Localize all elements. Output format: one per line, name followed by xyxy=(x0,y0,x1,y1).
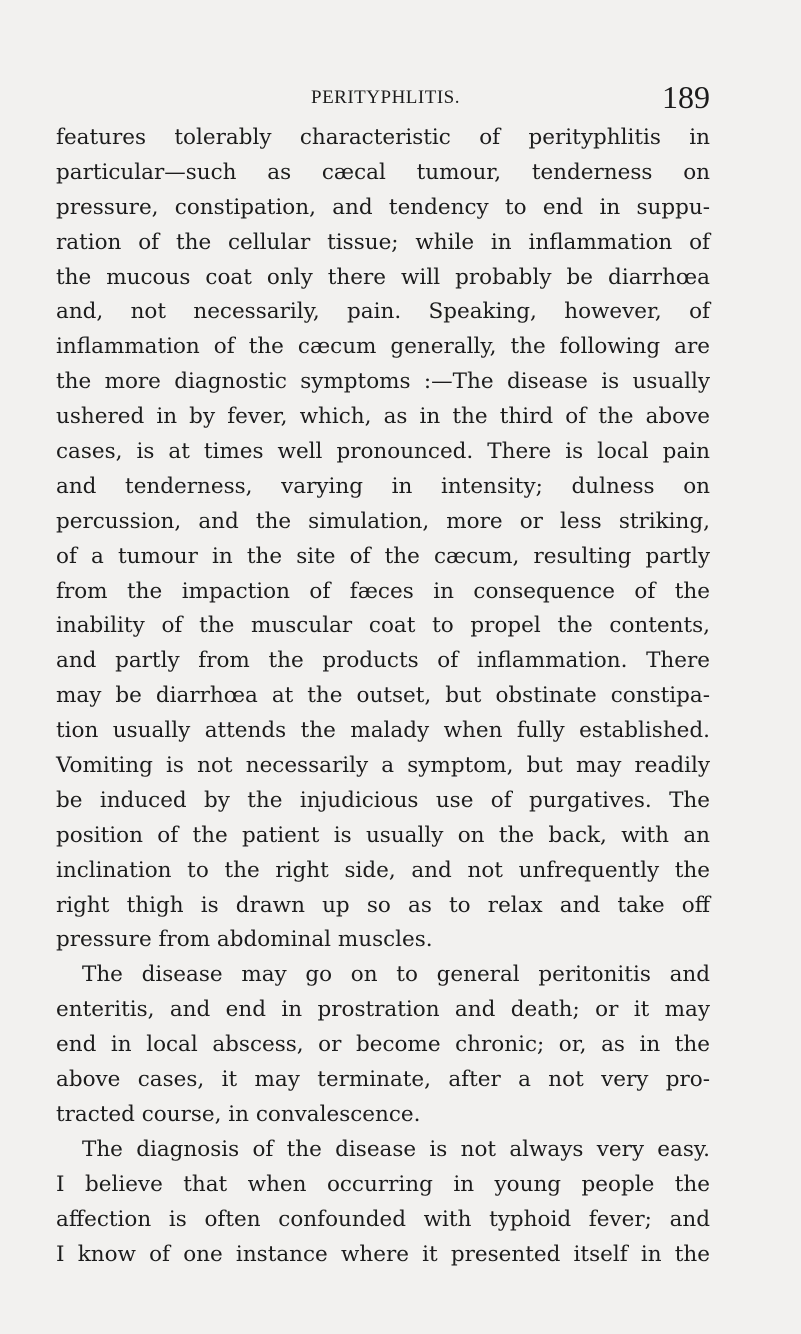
text-line: and, not necessarily, pain. Speaking, however, of xyxy=(56,299,710,325)
paragraph-start-line: The diagnosis of the disease is not always very easy. xyxy=(82,1136,710,1162)
text-line: the mucous coat only there will probably be diarrhœa xyxy=(56,264,710,290)
text-line: Vomiting is not necessarily a symptom, but may readily xyxy=(56,753,710,779)
body-text xyxy=(56,121,710,1272)
text-line: I believe that when occurring in young people the xyxy=(56,1171,710,1197)
text-line: cases, is at times well pronounced. There is local pain xyxy=(56,439,710,465)
page-number: 189 xyxy=(662,79,710,115)
text-line: inclination to the right side, and not unfrequently the xyxy=(56,857,710,883)
text-line: and partly from the products of inflammation. There xyxy=(56,648,710,674)
text-line: right thigh is drawn up so as to relax and take off xyxy=(56,892,710,918)
text-line: ration of the cellular tissue; while in inflammation of xyxy=(56,229,710,255)
text-line: tion usually attends the malady when fully established. xyxy=(56,718,710,744)
text-line: ushered in by fever, which, as in the third of the above xyxy=(56,404,710,430)
text-line: of a tumour in the site of the cæcum, resulting partly xyxy=(56,543,710,569)
text-line: I know of one instance where it presented itself in the xyxy=(56,1241,710,1267)
text-line: inability of the muscular coat to propel the contents, xyxy=(56,613,710,639)
text-line: position of the patient is usually on the back, with an xyxy=(56,822,710,848)
page-header xyxy=(56,79,710,119)
text-line: pressure, constipation, and tendency to end in suppu- xyxy=(56,194,710,220)
running-title: PERITYPHLITIS. xyxy=(311,87,460,108)
paragraph-end-line: pressure from abdominal muscles. xyxy=(56,927,433,953)
text-line: features tolerably characteristic of perityphlitis in xyxy=(56,125,710,150)
text-line: above cases, it may terminate, after a not very pro- xyxy=(56,1067,710,1093)
text-line: and tenderness, varying in intensity; dulness on xyxy=(56,473,710,499)
paragraph-end-line: tracted course, in convalescence. xyxy=(56,1101,421,1127)
paragraph-start-line: The disease may go on to general peritonitis and xyxy=(82,962,710,988)
text-line: affection is often confounded with typhoid fever; and xyxy=(56,1206,710,1232)
text-line: inflammation of the cæcum generally, the following are xyxy=(56,334,710,360)
text-line: the more diagnostic symptoms :—The disease is usually xyxy=(56,369,710,395)
text-line: may be diarrhœa at the outset, but obstinate constipa- xyxy=(56,683,710,709)
text-line: enteritis, and end in prostration and death; or it may xyxy=(56,997,710,1023)
text-line: be induced by the injudicious use of purgatives. The xyxy=(56,787,710,813)
text-line: particular—such as cæcal tumour, tenderness on xyxy=(56,159,710,185)
text-line: from the impaction of fæces in consequence of the xyxy=(56,578,710,604)
text-line: end in local abscess, or become chronic; or, as in the xyxy=(56,1032,710,1058)
text-line: percussion, and the simulation, more or less striking, xyxy=(56,508,710,534)
